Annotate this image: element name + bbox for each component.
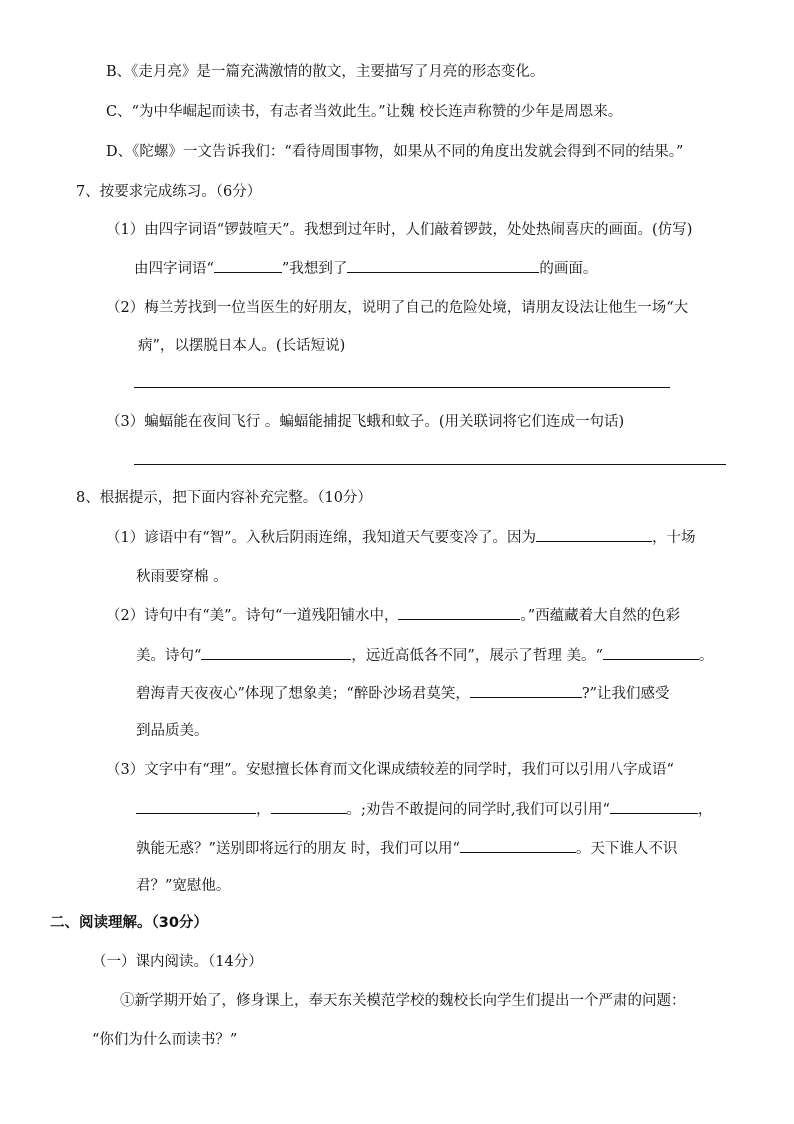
q8-s3-line1: （3）文字中有“理”。安慰擅长体育而文化课成绩较差的同学时，我们可以引用八字成语“ <box>106 762 674 778</box>
reading-paragraph-2: “你们为什么而读书？” <box>92 1032 238 1048</box>
reading-paragraph-1: ①新学期开始了，修身课上，奉天东关模范学校的魏校长向学生们提出一个严肃的问题： <box>120 993 686 1009</box>
q7-s2-line1: （2）梅兰芳找到一位当医生的好朋友，说明了自己的危险处境，请朋友设法让他生一场“大 <box>106 300 689 316</box>
q8-s1-line1 <box>106 527 696 548</box>
section2-title: 二、阅读理解。（30分） <box>50 915 208 931</box>
q8-s2-line2 <box>136 645 713 666</box>
section2-subtitle: （一）课内阅读。（14分） <box>92 954 263 970</box>
q8-s3-text-d: 孰能无惑？”送别即将远行的朋友 时，我们可以用“ <box>136 841 460 857</box>
q8-s2-text-b: 。”西蕴藏着大自然的色彩 <box>520 608 681 624</box>
q8-s2-text-e: 。 <box>698 648 714 664</box>
q8-s1-blank[interactable] <box>536 527 652 542</box>
q8-title: 8、根据提示，把下面内容补充完整。（10分） <box>76 490 372 506</box>
q8-s3-line3 <box>136 838 677 859</box>
q7-s1-blank-1[interactable] <box>214 258 282 273</box>
q8-s2-blank-4[interactable] <box>470 683 582 698</box>
q7-title: 7、按要求完成练习。（6分） <box>76 184 262 200</box>
q8-s3-text-a: ， <box>256 802 271 818</box>
option-c: C、“为中华崛起而读书，有志者当效此生。”让魏 校长连声称赞的少年是周恩来。 <box>106 104 623 120</box>
q8-s2-text-a: （2）诗句中有“美”。诗句“一道残阳铺水中， <box>106 608 399 624</box>
q7-s1-text-a: 由四字词语“ <box>134 261 214 277</box>
q7-s3-answer-line[interactable] <box>134 464 726 465</box>
q8-s3-text-c: ， <box>697 802 713 818</box>
q7-s1-text-c: 的画面。 <box>539 261 598 277</box>
q7-s1-line1: （1）由四字词语“锣鼓喧天”。我想到过年时，人们敲着锣鼓，处处热闹喜庆的画面。(仿写) <box>106 222 693 238</box>
q7-s2-answer-line[interactable] <box>134 387 670 388</box>
q8-s2-text-c: 美。诗句“ <box>136 648 202 664</box>
q8-s2-text-g: ?”让我们感受 <box>581 686 670 702</box>
q7-s1-text-b: ”我想到了 <box>281 261 348 277</box>
q8-s2-text-f: 碧海青天夜夜心”体现了想象美；“醉卧沙场君莫笑， <box>136 686 470 702</box>
q7-s2-line2: 病”，以摆脱日本人。(长话短说) <box>138 338 346 354</box>
q8-s3-text-b: 。;劝告不敢提问的同学时,我们可以引用“ <box>346 802 610 818</box>
q8-s2-blank-3[interactable] <box>603 645 699 660</box>
q7-s1-blank-2[interactable] <box>347 258 539 273</box>
q8-s3-text-e: 。天下谁人不识 <box>575 841 678 857</box>
option-d: D、《陀螺》一文告诉我们：“看待周围事物，如果从不同的角度出发就会得到不同的结果。” <box>106 144 684 160</box>
q8-s2-line4: 到品质美。 <box>136 723 209 739</box>
q8-s1-text-b: ，十场 <box>652 530 696 546</box>
q8-s2-blank-2[interactable] <box>201 645 351 660</box>
q8-s2-line1 <box>106 605 680 626</box>
q8-s3-line2 <box>136 799 712 820</box>
q8-s1-text-a: （1）谚语中有“智”。入秋后阴雨连绵，我知道天气要变冷了。因为 <box>106 530 537 546</box>
q8-s3-line4: 君？”宽慰他。 <box>136 878 231 894</box>
q8-s3-blank-3[interactable] <box>610 799 698 814</box>
option-b: B、《走月亮》是一篇充满激情的散文，主要描写了月亮的形态变化。 <box>106 64 545 80</box>
q8-s3-blank-2[interactable] <box>271 799 347 814</box>
q8-s2-text-d: ，远近高低各不同”，展示了哲理 美。“ <box>351 648 603 664</box>
q8-s2-blank-1[interactable] <box>398 605 520 620</box>
q7-s3-line1: （3）蝙蝠能在夜间飞行 。蝙蝠能捕捉飞蛾和蚊子。(用关联词将它们连成一句话) <box>106 414 625 430</box>
q8-s2-line3 <box>136 683 670 704</box>
q7-s1-line2 <box>134 258 597 279</box>
q8-s3-blank-1[interactable] <box>136 799 256 814</box>
q8-s3-blank-4[interactable] <box>460 838 576 853</box>
q8-s1-line2: 秋雨要穿棉 。 <box>136 569 228 585</box>
